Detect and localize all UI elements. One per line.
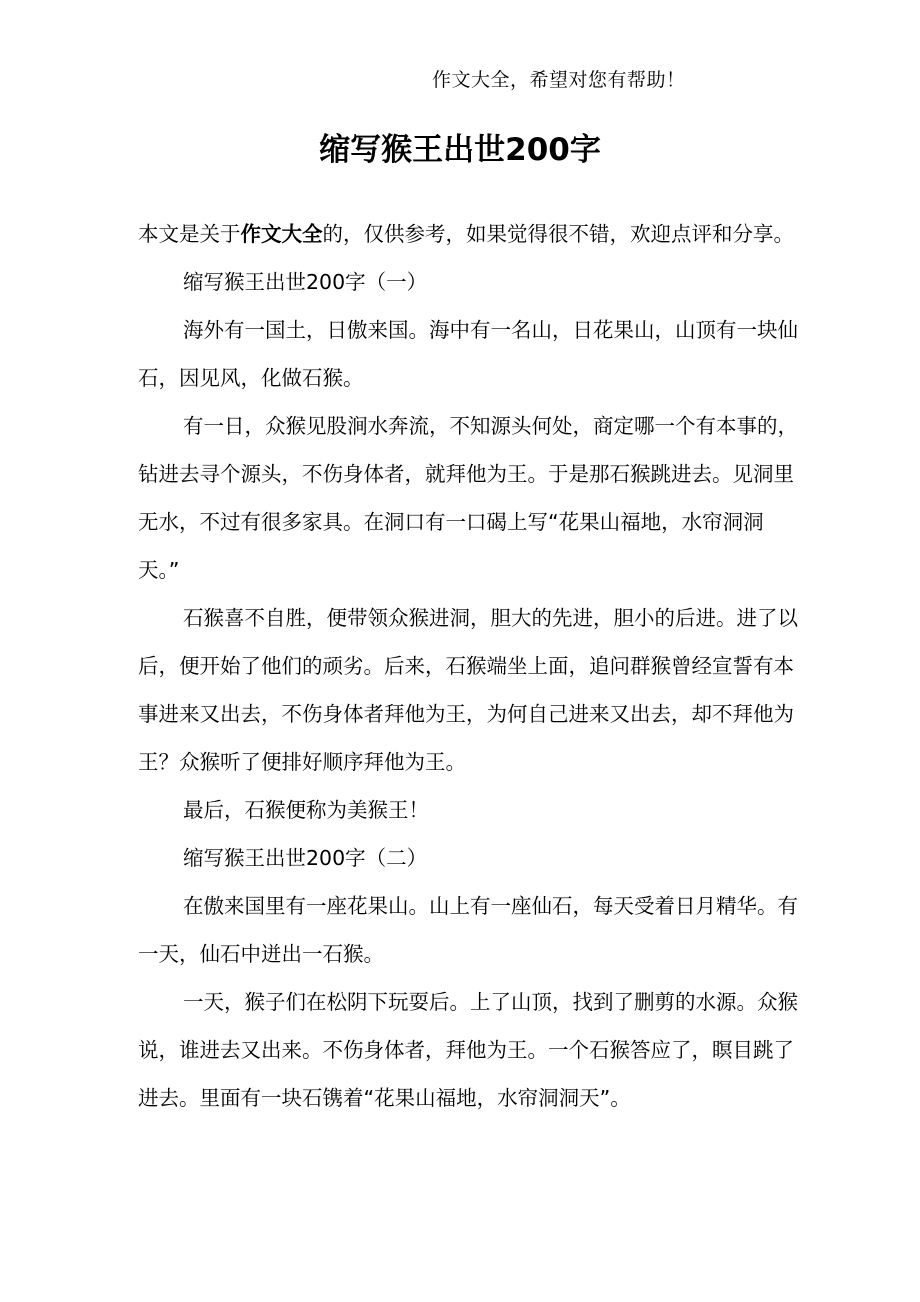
intro-prefix: 本文是关于: [138, 222, 241, 246]
document-body: [138, 210, 803, 1122]
intro-suffix: 的，仅供参考，如果觉得很不错，欢迎点评和分享。: [322, 222, 794, 246]
intro-highlight: 作文大全: [240, 222, 323, 246]
paragraph: 有一日，众猴见股涧水奔流，不知源头何处，商定哪一个有本事的，钻进去寻个源头，不伤身体者，就拜他为王。于是那石猴跳进去。见洞里无水，不过有很多家具。在洞口有一口碣上写“花果山福地，水帘洞洞天。”: [138, 414, 798, 582]
paragraph: 海外有一国土，日傲来国。海中有一名山，日花果山，山顶有一块仙石，因见风，化做石猴。: [138, 318, 798, 390]
intro-paragraph: [138, 210, 803, 258]
paragraph: 石猴喜不自胜，便带领众猴进洞，胆大的先进，胆小的后进。进了以后，便开始了他们的顽劣。后来，石猴端坐上面，追问群猴曾经宣誓有本事进来又出去，不伤身体者拜他为王，为何自己进来又出去，却不拜他为王？众猴听了便排好顺序拜他为王。: [138, 606, 798, 774]
paragraph: 在傲来国里有一座花果山。山上有一座仙石，每天受着日月精华。有一天，仙石中迸出一石猴。: [138, 894, 798, 966]
section-heading-2: 缩写猴王出世200字（二）: [183, 846, 428, 870]
section-heading-1: 缩写猴王出世200字（一）: [183, 270, 428, 294]
document-title: 缩写猴王出世200字: [319, 132, 601, 168]
header-note: 作文大全，希望对您有帮助！: [432, 69, 686, 91]
paragraph: 最后，石猴便称为美猴王！: [183, 798, 429, 822]
paragraph: 一天，猴子们在松阴下玩耍后。上了山顶，找到了删剪的水源。众猴说，谁进去又出来。不伤身体者，拜他为王。一个石猴答应了，瞑目跳了进去。里面有一块石镌着“花果山福地，水帘洞洞天”。: [138, 990, 798, 1110]
